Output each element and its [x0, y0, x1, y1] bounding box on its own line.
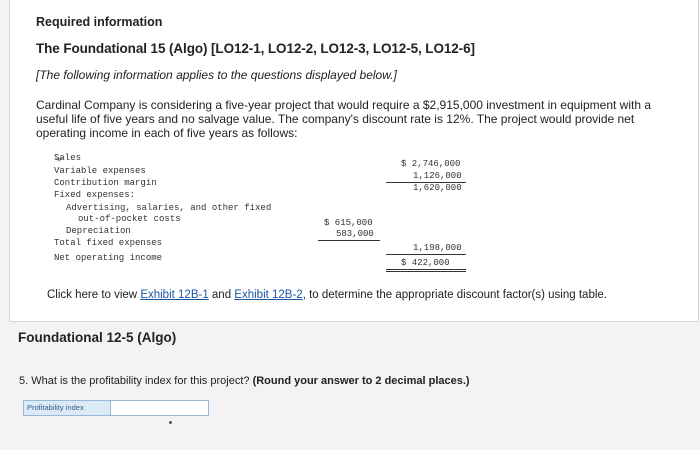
- profitability-index-label: Profitability index: [23, 400, 111, 416]
- variable-expenses-value: 1,126,000: [413, 171, 462, 181]
- sales-value: $ 2,746,000: [401, 159, 461, 169]
- net-operating-income-value: $ 422,000: [401, 258, 450, 268]
- instruction-note: [The following information applies to the questions displayed below.]: [36, 68, 397, 82]
- exhibit-12b-2-link[interactable]: Exhibit 12B-2: [234, 289, 303, 301]
- rounding-instruction: (Round your answer to 2 decimal places.): [252, 375, 470, 387]
- net-operating-income-label: Net operating income: [54, 253, 163, 263]
- profitability-index-input[interactable]: [111, 400, 209, 416]
- cursor-dot: [169, 421, 172, 424]
- exhibit-12b-1-link[interactable]: Exhibit 12B-1: [140, 289, 209, 301]
- total-fixed-value: 1,198,000: [413, 243, 462, 253]
- total-rule: [386, 254, 466, 255]
- contribution-margin-label: Contribution margin: [54, 178, 157, 188]
- question-text: 5. What is the profitability index for this project? (Round your answer to 2 decimal places.): [19, 375, 470, 387]
- advertising-value: $ 615,000: [324, 218, 373, 228]
- fixed-subtotal-rule: [318, 240, 380, 241]
- depreciation-label: Depreciation: [66, 226, 131, 236]
- exhibit-instructions: Click here to view Exhibit 12B-1 and Exhibit 12B-2, to determine the appropriate discount factor(s) using table.: [47, 289, 607, 301]
- problem-title: The Foundational 15 (Algo) [LO12-1, LO12-2, LO12-3, LO12-5, LO12-6]: [36, 41, 475, 56]
- total-fixed-label: Total fixed expenses: [54, 238, 163, 248]
- required-information-panel: [9, 0, 699, 322]
- advertising-label-line1: Advertising, salaries, and other fixed: [66, 203, 272, 213]
- fixed-expenses-label: Fixed expenses:: [54, 190, 136, 200]
- problem-description: Cardinal Company is considering a five-year project that would require a $2,915,000 investment in equipment with a useful life of five years and no salvage value. The company's discount rate is 12%. The project would provide net operating income in each of five years as follows:: [36, 98, 652, 140]
- question-title: Foundational 12-5 (Algo): [18, 330, 177, 345]
- advertising-label-line2: out-of-pocket costs: [78, 214, 181, 224]
- depreciation-value: 583,000: [336, 229, 374, 239]
- net-double-rule: [386, 269, 466, 272]
- variable-expenses-label: Variable expenses: [54, 166, 146, 176]
- answer-row: [23, 400, 209, 416]
- sales-label: Sales: [54, 153, 82, 163]
- contribution-margin-value: 1,620,000: [413, 183, 462, 193]
- required-information-heading: Required information: [36, 15, 163, 29]
